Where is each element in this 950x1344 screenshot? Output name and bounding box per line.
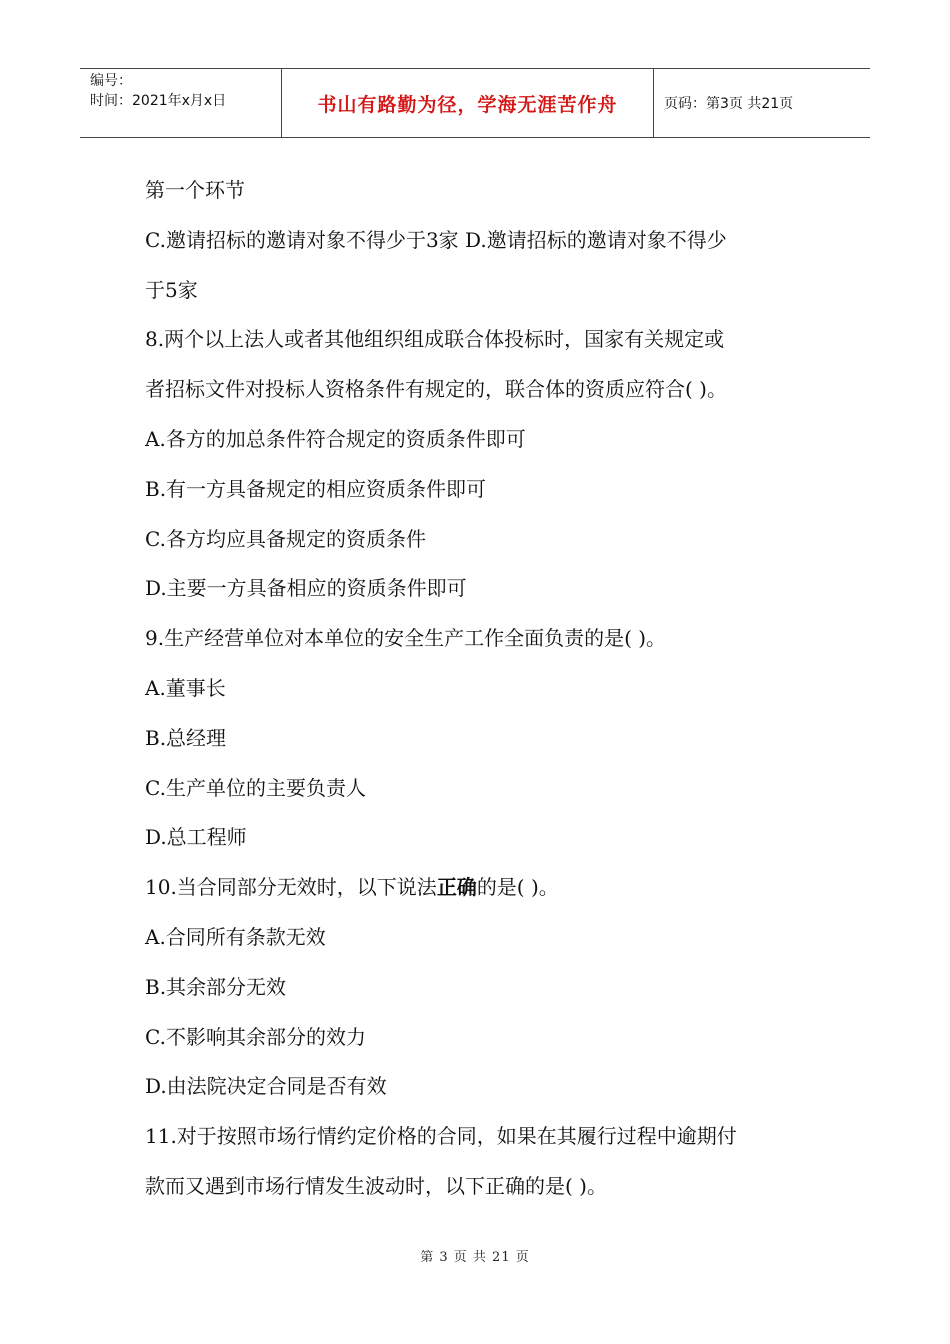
- page-header: [80, 68, 870, 138]
- option-d: D.总工程师: [145, 825, 247, 850]
- option-d: D.由法院决定合同是否有效: [145, 1074, 387, 1099]
- option-b: B.有一方具备规定的相应资质条件即可: [145, 476, 487, 501]
- option-a: A.董事长: [145, 675, 226, 700]
- option-a: A.合同所有条款无效: [145, 924, 326, 949]
- option-d: D.主要一方具备相应的资质条件即可: [145, 576, 467, 601]
- page-footer: 第 3 页 共 21 页: [420, 1250, 530, 1265]
- document-number-label: 编号：: [90, 73, 132, 89]
- option-a: A.各方的加总条件符合规定的资质条件即可: [145, 426, 526, 451]
- question-10-bold-word: 正确: [436, 875, 477, 900]
- question-10-tail: 的是( )。: [476, 875, 559, 900]
- option-c: C.各方均应具备规定的资质条件: [145, 526, 426, 551]
- question-8-line: 者招标文件对投标人资格条件有规定的，联合体的资质应符合( )。: [145, 377, 727, 402]
- option-b: B.其余部分无效: [145, 974, 287, 999]
- header-page-number: 页码：第3页 共21页: [664, 96, 794, 112]
- text-line: C.邀请招标的邀请对象不得少于3家 D.邀请招标的邀请对象不得少: [145, 227, 727, 252]
- text-line: 于5家: [145, 277, 198, 302]
- question-10-text: 10.当合同部分无效时，以下说法: [145, 875, 437, 900]
- option-c: C.生产单位的主要负责人: [145, 775, 366, 800]
- header-meta: [80, 69, 282, 137]
- question-10-line: [145, 863, 815, 913]
- question-9-line: 9.生产经营单位对本单位的安全生产工作全面负责的是( )。: [145, 626, 667, 651]
- text-line: 第一个环节: [145, 178, 245, 202]
- option-b: B.总经理: [145, 725, 227, 750]
- document-date-label: 时间：2021年x月x日: [90, 93, 227, 109]
- question-11-line: 11.对于按照市场行情约定价格的合同，如果在其履行过程中逾期付: [145, 1124, 737, 1149]
- document-body: [145, 166, 815, 1212]
- header-motto: 书山有路勤为径，学海无涯苦作舟: [282, 69, 654, 137]
- question-11-line: 款而又遇到市场行情发生波动时，以下正确的是( )。: [145, 1173, 607, 1198]
- question-8-line: 8.两个以上法人或者其他组织组成联合体投标时，国家有关规定或: [145, 327, 725, 352]
- option-c: C.不影响其余部分的效力: [145, 1024, 366, 1049]
